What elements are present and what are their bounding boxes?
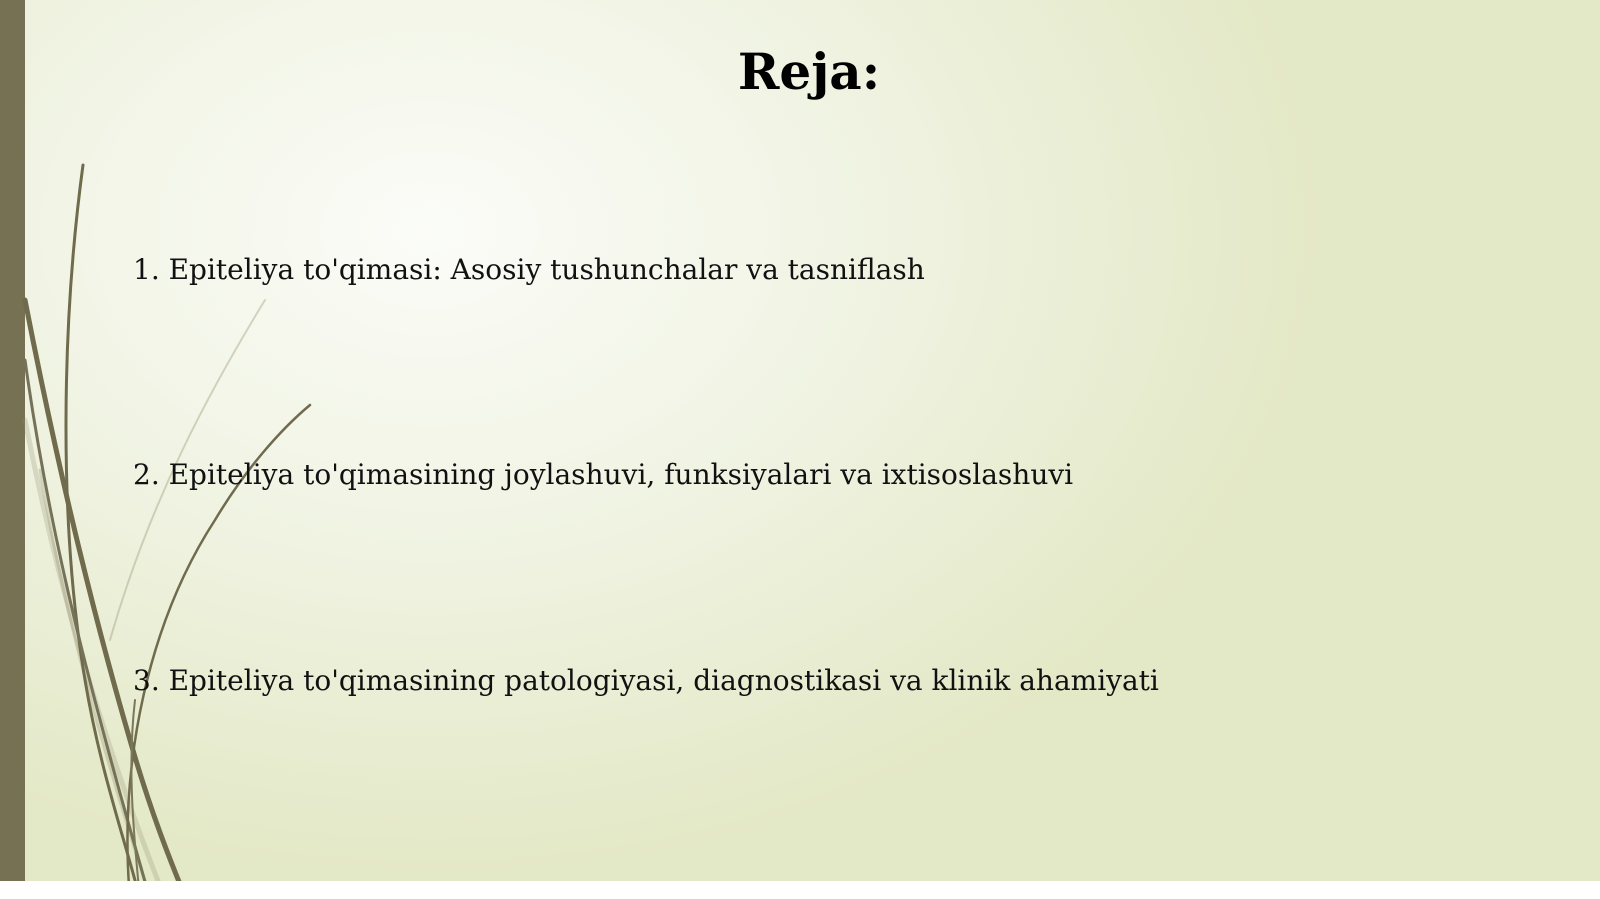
plan-item-2: 2. Epiteliya to'qimasining joylashuvi, funksiyalari va ixtisoslashuvi (133, 458, 1074, 491)
bottom-strip (0, 881, 1600, 899)
slide-title: Reja: (737, 42, 881, 101)
plan-item-3: 3. Epiteliya to'qimasining patologiyasi, diagnostikasi va klinik ahamiyati (133, 664, 1159, 697)
plan-item-1: 1. Epiteliya to'qimasi: Asosiy tushunchalar va tasniflash (133, 253, 925, 286)
